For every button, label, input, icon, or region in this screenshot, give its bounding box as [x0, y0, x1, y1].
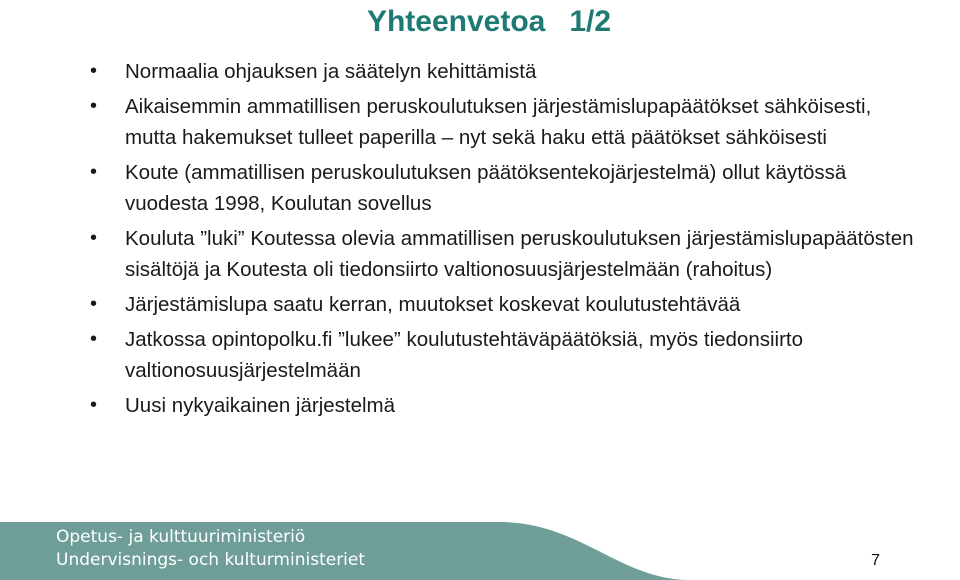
ministry-name-finnish: Opetus- ja kulttuuriministeriö: [56, 527, 306, 547]
ministry-name: [56, 526, 365, 572]
ministry-name-swedish: Undervisnings- och kulturministeriet: [56, 550, 366, 570]
bullet-text: Järjestämislupa saatu kerran, muutokset koskevat koulutustehtävää: [125, 293, 741, 316]
bullet-item: [90, 324, 920, 386]
slide-title-number: 1/2: [569, 5, 612, 38]
slide-footer: [0, 522, 960, 580]
bullet-item: [90, 390, 920, 421]
bullet-item: [90, 157, 920, 219]
bullet-text: Normaalia ohjauksen ja säätelyn kehittämistä: [125, 60, 537, 83]
bullet-text: Jatkossa opintopolku.fi ”lukee” koulutustehtäväpäätöksiä, myös tiedonsiirto valtionosuusjärjestelmään: [125, 328, 804, 382]
bullet-item: [90, 289, 920, 320]
bullet-text: Koute (ammatillisen peruskoulutuksen päätöksentekojärjestelmä) ollut käytössä vuodesta 1998, Koulutan sovellus: [125, 161, 847, 215]
bullet-item: [90, 91, 920, 153]
page-number: 7: [871, 552, 880, 569]
bullet-text: Aikaisemmin ammatillisen peruskoulutuksen järjestämislupapäätökset sähköisesti, mutta hakemukset tulleet paperilla – nyt sekä haku että päätökset sähköisesti: [125, 95, 872, 149]
bullet-dot: •: [90, 328, 98, 350]
slide-title-text: Yhteenvetoa: [366, 5, 546, 38]
bullet-dot: •: [90, 161, 98, 183]
bullet-text: Kouluta ”luki” Koutessa olevia ammatillisen peruskoulutuksen järjestämislupapäätösten sisältöjä ja Koutesta oli tiedonsiirto valtionosuusjärjestelmään (rahoitus): [125, 227, 914, 281]
bullet-dot: •: [90, 95, 98, 117]
bullet-dot: •: [90, 60, 98, 82]
bullet-text: Uusi nykyaikainen järjestelmä: [125, 394, 396, 417]
bullet-dot: •: [90, 227, 98, 249]
bullet-dot: •: [90, 394, 98, 416]
bullet-item: [90, 223, 920, 285]
bullet-item: [90, 56, 920, 87]
bullet-dot: •: [90, 293, 98, 315]
bullet-list: [90, 56, 920, 425]
slide-title: [0, 4, 960, 40]
